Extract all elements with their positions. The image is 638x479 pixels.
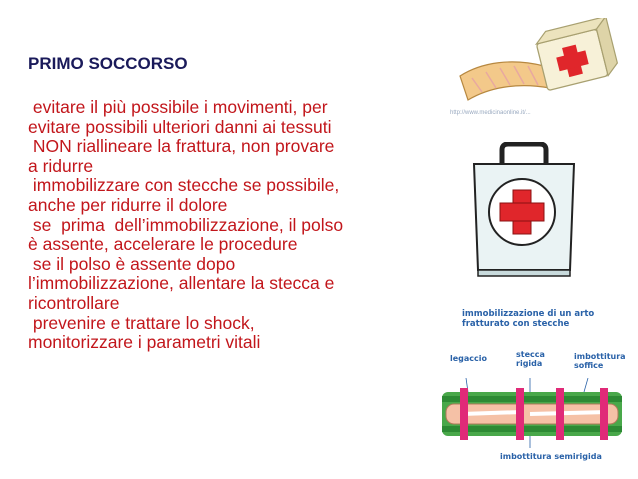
bullet-line: monitorizzare i parametri vitali [28, 332, 261, 353]
bullet-line: è assente, accelerare le procedure [28, 234, 298, 255]
bullet-line: se prima dell’immobilizzazione, il polso [28, 214, 344, 235]
bullet-line: anche per ridurre il dolore [28, 194, 228, 215]
bullet-line: a ridurre [28, 155, 94, 176]
splint-label-imbottitura-soffice: imbottitura soffice [574, 352, 626, 370]
bullet-line: l’immobilizzazione, allentare la stecca e [28, 273, 335, 294]
bullet-item [28, 98, 448, 137]
bullet-line: immobilizzare con stecche se possibile, [28, 175, 340, 196]
bullet-item [28, 216, 448, 255]
splint-diagram-title: immobilizzazione di un arto fratturato con stecche [462, 309, 595, 329]
bullet-line: NON riallineare la frattura, non provare [28, 136, 335, 157]
image-watermark: http://www.medicinaonline.it/... [450, 110, 531, 116]
splint-label-stecca: stecca rigida [516, 350, 545, 368]
splinted-arm-illustration [438, 378, 628, 448]
slide-title: PRIMO SOCCORSO [28, 54, 188, 73]
bullet-item [28, 255, 448, 314]
bullet-line: prevenire e trattare lo shock, [28, 312, 255, 333]
bullet-line: se il polso è assente dopo [28, 253, 236, 274]
bullet-line: ricontrollare [28, 292, 120, 313]
splint-label-legaccio: legaccio [450, 354, 488, 363]
bandage-with-red-cross-icon [452, 18, 622, 108]
bullet-line: evitare possibili ulteriori danni ai tessuti [28, 116, 332, 137]
bullet-line: evitare il più possibile i movimenti, per [28, 97, 328, 117]
bullet-item [28, 314, 448, 353]
bullet-item [28, 176, 448, 215]
bullet-item [28, 137, 448, 176]
first-aid-kit-icon [466, 142, 582, 282]
splint-label-imbottitura-semirigida: imbottitura semirigida [500, 452, 602, 461]
bullet-list [28, 98, 448, 353]
